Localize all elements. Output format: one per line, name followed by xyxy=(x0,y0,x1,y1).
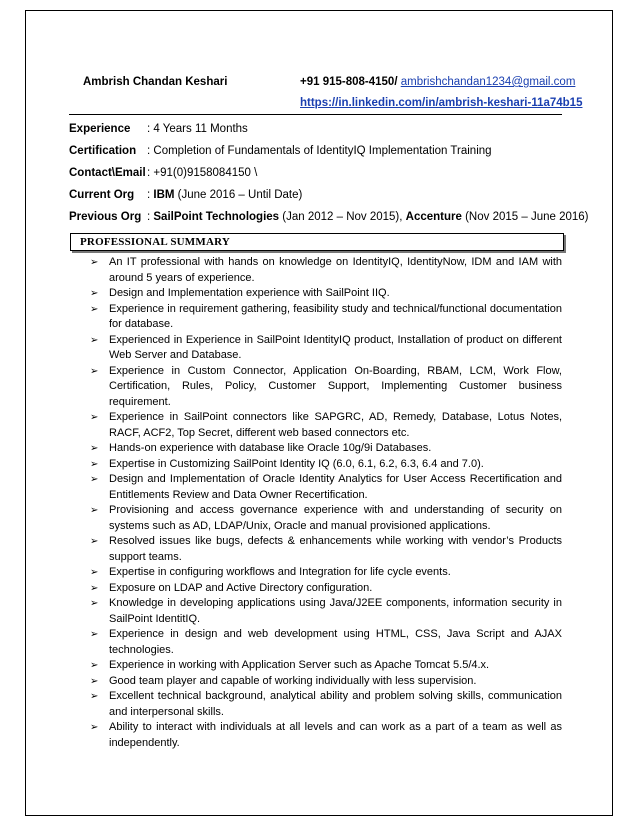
summary-item xyxy=(90,286,562,302)
summary-item xyxy=(90,457,562,473)
summary-item-text: Design and Implementation of Oracle Identity Analytics for User Access Recertification and Entitlements Review and Data Owner Recertification. xyxy=(109,473,562,501)
summary-item-text: An IT professional with hands on knowledge on IdentityIQ, IdentityNow, IDM and IAM with around 5 years of experience. xyxy=(109,256,562,284)
summary-item-text: Knowledge in developing applications using Java/J2EE components, information security in SailPoint IdentitIQ. xyxy=(109,597,562,625)
summary-item xyxy=(90,674,562,690)
experience-row xyxy=(69,123,248,135)
section-header-box xyxy=(70,233,564,251)
arrow-bullet-icon: ➢ xyxy=(90,303,99,315)
arrow-bullet-icon: ➢ xyxy=(90,691,99,702)
summary-item xyxy=(90,255,562,286)
previous-org-value xyxy=(147,211,589,223)
summary-item-text: Experience in requirement gathering, feasibility study and technical/functional documentation for database. xyxy=(109,302,562,330)
certification-value: : Completion of Fundamentals of IdentityIQ Implementation Training xyxy=(147,145,492,157)
arrow-bullet-icon: ➢ xyxy=(90,722,99,733)
arrow-bullet-icon: ➢ xyxy=(90,505,99,516)
current-org-value xyxy=(147,189,302,201)
summary-item-text: Excellent technical background, analytical ability and problem solving skills, communication and interpersonal skills. xyxy=(109,690,562,718)
summary-item xyxy=(90,596,562,627)
previous-org-dates-2: (Nov 2015 – June 2016) xyxy=(461,211,589,223)
arrow-bullet-icon: ➢ xyxy=(90,288,99,299)
summary-item xyxy=(90,689,562,720)
arrow-bullet-icon: ➢ xyxy=(90,474,99,485)
summary-item xyxy=(90,441,562,457)
summary-item xyxy=(90,534,562,565)
summary-item-text: Expertise in configuring workflows and Integration for life cycle events. xyxy=(109,566,451,578)
linkedin-link[interactable]: https://in.linkedin.com/in/ambrish-keshari-11a74b15 xyxy=(300,97,583,109)
phone-email-line xyxy=(300,76,575,88)
summary-item-text: Resolved issues like bugs, defects & enhancements while working with vendor’s Products support teams. xyxy=(109,535,562,563)
arrow-bullet-icon: ➢ xyxy=(90,582,99,594)
arrow-bullet-icon: ➢ xyxy=(90,412,99,423)
experience-label: Experience xyxy=(69,123,131,135)
current-org-name: IBM xyxy=(153,189,175,201)
summary-item xyxy=(90,565,562,581)
arrow-bullet-icon: ➢ xyxy=(90,334,99,346)
summary-item xyxy=(90,581,562,597)
summary-item xyxy=(90,658,562,674)
summary-item-text: Exposure on LDAP and Active Directory configuration. xyxy=(109,581,373,594)
arrow-bullet-icon: ➢ xyxy=(90,675,99,687)
header-divider xyxy=(69,114,562,115)
experience-value: : 4 Years 11 Months xyxy=(147,123,248,135)
summary-item-text: Experience in working with Application Server such as Apache Tomcat 5.5/4.x. xyxy=(109,659,490,671)
candidate-name: Ambrish Chandan Keshari xyxy=(83,76,228,88)
contact-row xyxy=(69,167,257,179)
summary-item-text: Design and Implementation experience with SailPoint IIQ. xyxy=(109,287,390,299)
summary-item-text: Hands-on experience with database like Oracle 10g/9i Databases. xyxy=(109,442,432,454)
summary-item xyxy=(90,302,562,333)
summary-item xyxy=(90,627,562,658)
certification-label: Certification xyxy=(69,145,137,157)
arrow-bullet-icon: ➢ xyxy=(90,458,99,470)
arrow-bullet-icon: ➢ xyxy=(90,567,99,578)
certification-row xyxy=(69,145,492,157)
summary-item-text: Expertise in Customizing SailPoint Identity IQ (6.0, 6.1, 6.2, 6.3, 6.4 and 7.0). xyxy=(109,457,484,470)
summary-item xyxy=(90,503,562,534)
arrow-bullet-icon: ➢ xyxy=(90,257,99,268)
contact-label: Contact\Email xyxy=(69,167,146,179)
arrow-bullet-icon: ➢ xyxy=(90,598,99,609)
summary-item xyxy=(90,364,562,411)
summary-item xyxy=(90,333,562,364)
previous-org-prefix: : xyxy=(147,211,154,223)
phone-number: +91 915-808-4150/ xyxy=(300,76,398,88)
summary-item-text: Provisioning and access governance experience with and understanding of security on systems such as AD, LDAP/Unix, Oracle and manual provisioned applications. xyxy=(109,504,562,532)
summary-item-text: Ability to interact with individuals at all levels and can work as a part of a team as well as independently. xyxy=(109,721,562,749)
previous-org-name-1: SailPoint Technologies xyxy=(153,211,280,223)
arrow-bullet-icon: ➢ xyxy=(90,536,99,547)
section-title: PROFESSIONAL SUMMARY xyxy=(80,236,230,248)
summary-item xyxy=(90,472,562,503)
arrow-bullet-icon: ➢ xyxy=(90,629,99,640)
current-org-prefix: : xyxy=(147,189,154,201)
previous-org-label: Previous Org xyxy=(69,211,142,223)
previous-org-row xyxy=(69,211,589,223)
summary-item-text: Good team player and capable of working individually with less supervision. xyxy=(109,674,477,687)
contact-value: : +91(0)9158084150 \ xyxy=(147,167,258,179)
current-org-row xyxy=(69,189,302,201)
current-org-dates: (June 2016 – Until Date) xyxy=(174,189,303,201)
summary-list xyxy=(90,255,562,751)
summary-item-text: Experience in SailPoint connectors like SAPGRC, AD, Remedy, Database, Lotus Notes, RACF, ACF2, Top Secret, different web based connectors etc. xyxy=(109,411,562,439)
summary-item xyxy=(90,720,562,751)
summary-item-text: Experience in design and web development using HTML, CSS, Java Script and AJAX technologies. xyxy=(109,628,562,656)
arrow-bullet-icon: ➢ xyxy=(90,443,99,454)
email-link[interactable]: ambrishchandan1234@gmail.com xyxy=(400,76,576,88)
summary-item-text: Experienced in Experience in SailPoint IdentityIQ product, Installation of product on different Web Server and Database. xyxy=(109,333,562,361)
summary-item-text: Experience in Custom Connector, Application On-Boarding, RBAM, LCM, Work Flow, Certification, Rules, Policy, Customer Support, Implementing Customer business requirement. xyxy=(109,364,562,408)
current-org-label: Current Org xyxy=(69,189,135,201)
summary-item xyxy=(90,410,562,441)
previous-org-name-2: Accenture xyxy=(405,211,462,223)
arrow-bullet-icon: ➢ xyxy=(90,660,99,671)
previous-org-dates-1: (Jan 2012 – Nov 2015), xyxy=(279,211,406,223)
arrow-bullet-icon: ➢ xyxy=(90,365,99,377)
